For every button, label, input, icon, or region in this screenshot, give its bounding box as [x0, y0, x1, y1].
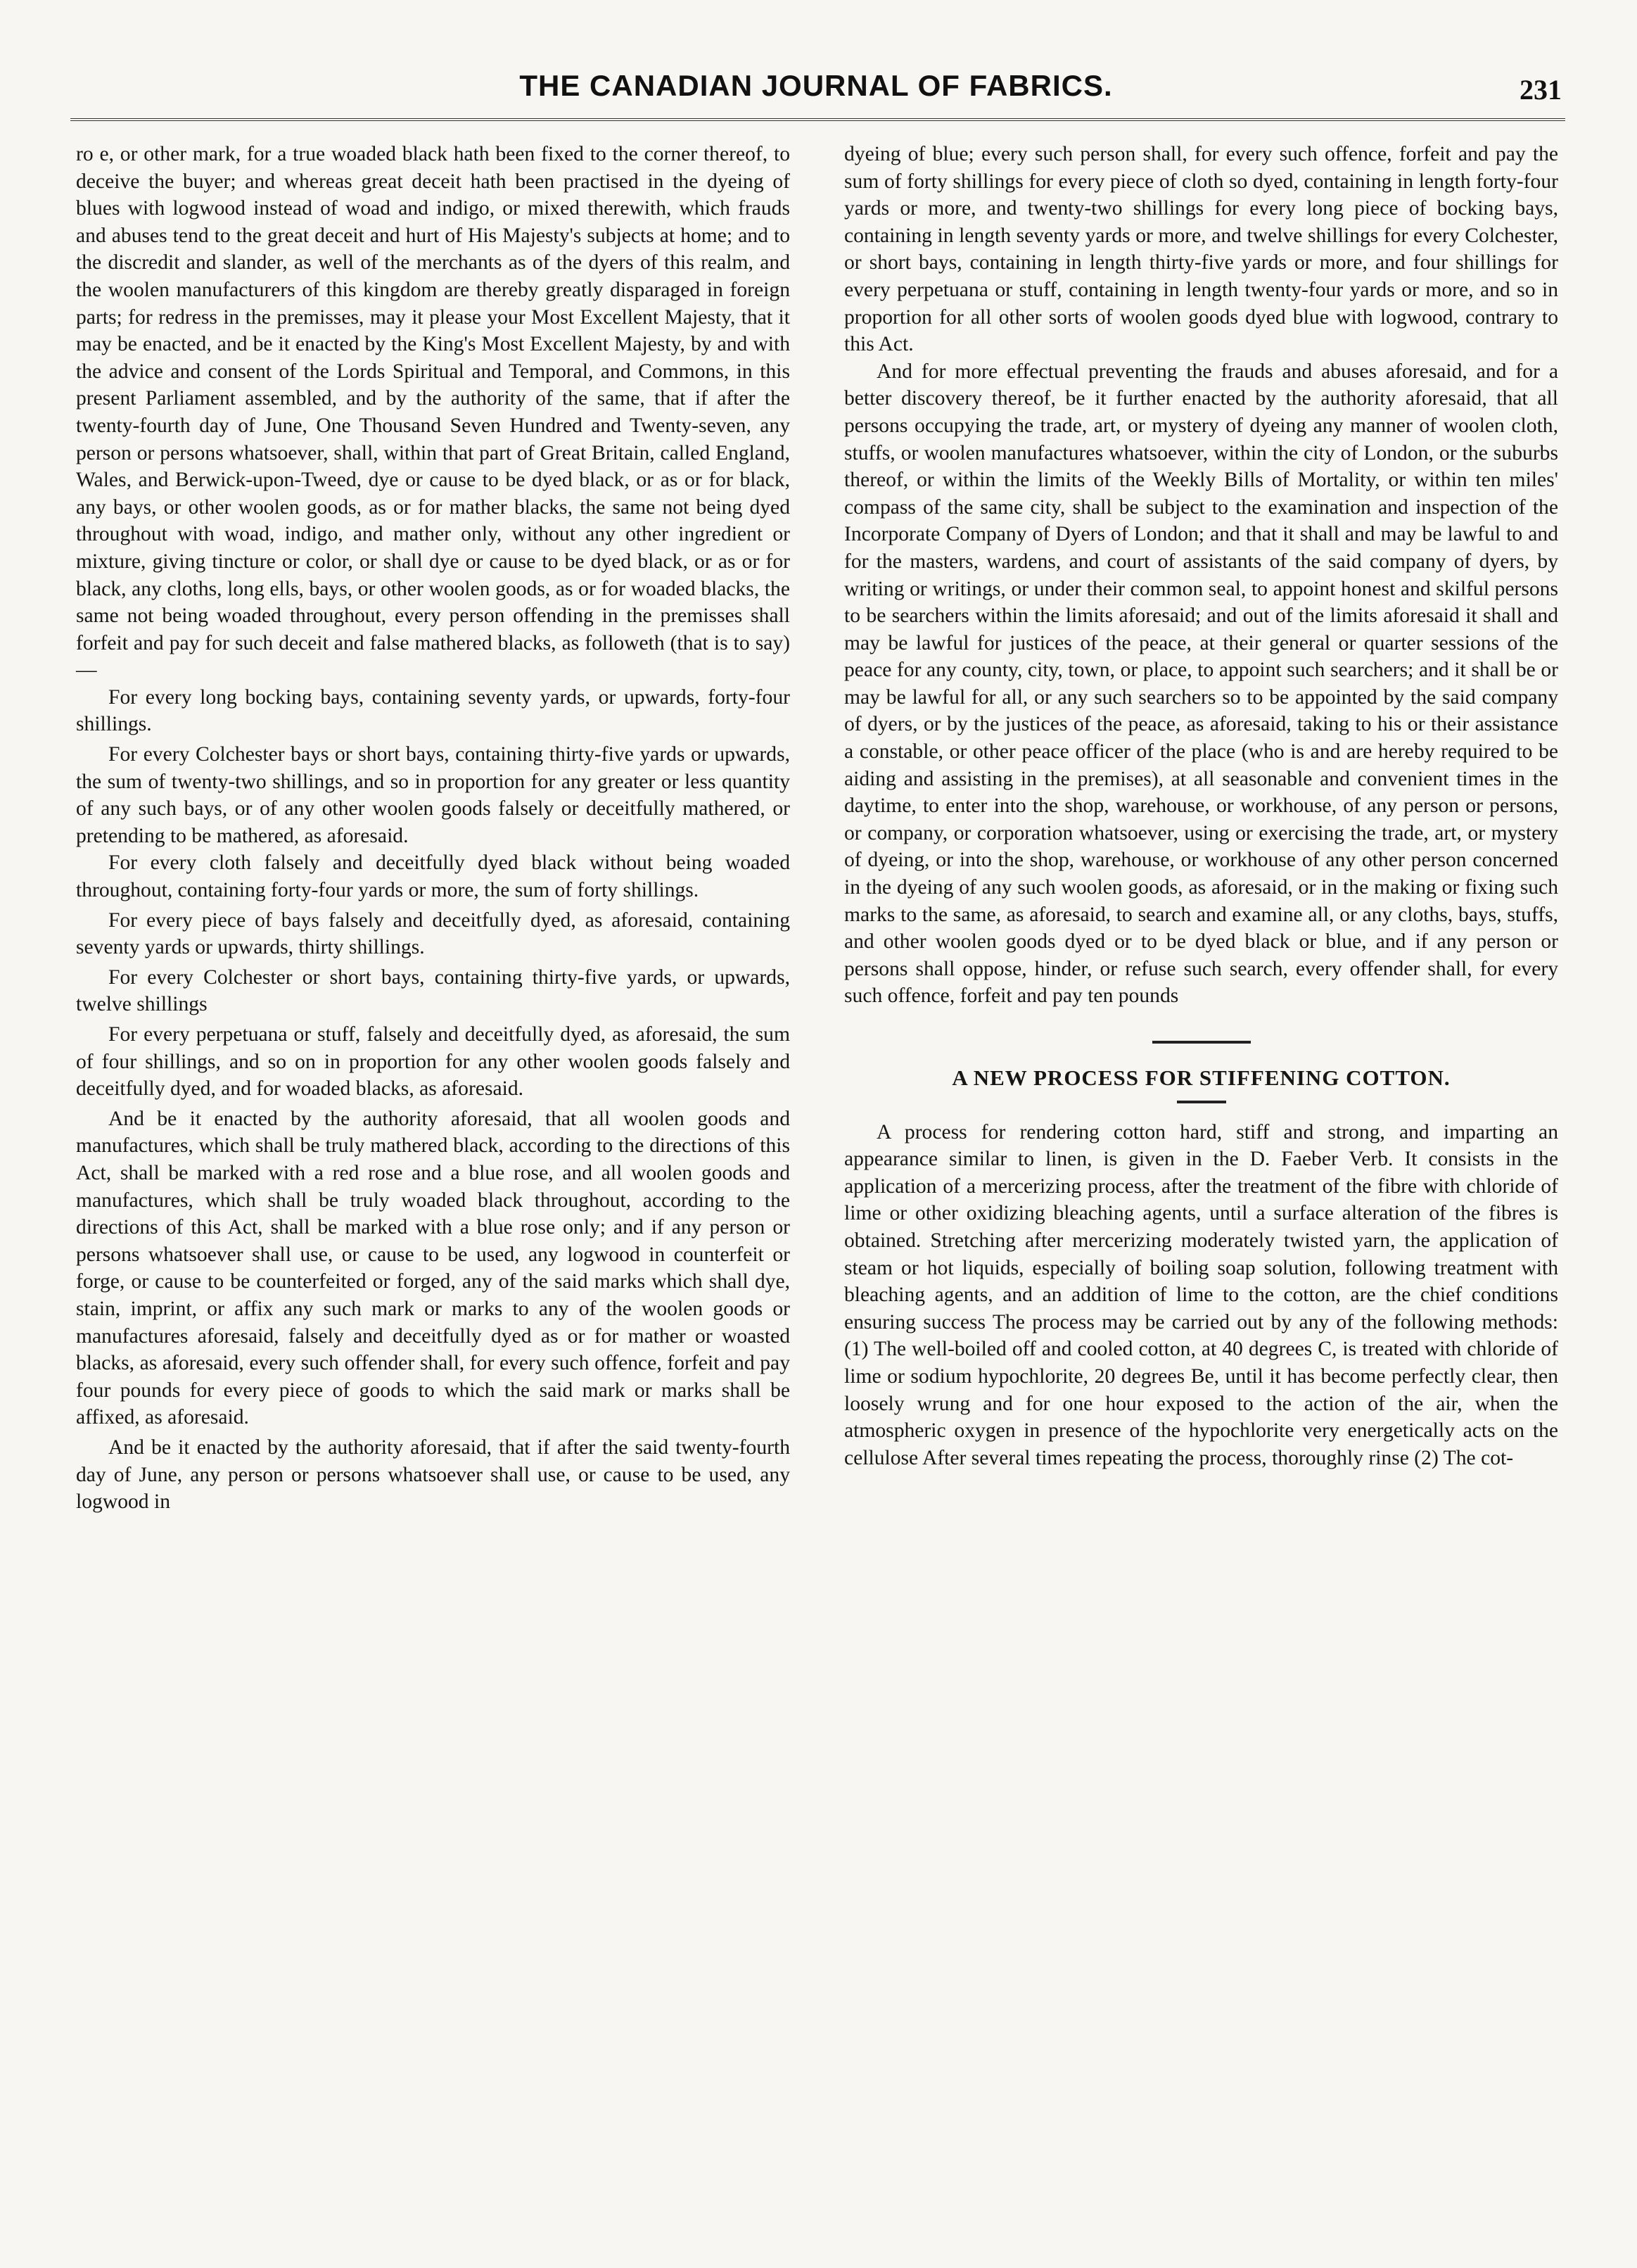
paragraph: ro e, or other mark, for a true woaded black hath been fixed to the corner thereof, to deceive the buyer; and whereas great deceit hath been practised in the dyeing of blues with logwood instead of woad and indigo, or mixed therewith, which frauds and abuses tend to the great deceit and hurt of His Majesty's subjects at home; and to the discredit and slander, as well of the merchants as of the dyers of this realm, and the woolen manufacturers of this kingdom are thereby greatly disparaged in foreign parts; for redress in the premisses, may it please your Most Excellent Majesty, that it may be enacted, and be it enacted by the King's Most Excellent Majesty, by and with the advice and consent of the Lords Spiritual and Temporal, and Commons, in this present Parliament assembled, and by the authority of the same, that if after the twenty-fourth day of June, One Thousand Seven Hundred and Twenty-seven, any person or persons whatsoever, shall, within that part of Great Britain, called England, Wales, and Berwick-upon-Tweed, dye or cause to be dyed black, or as or for black, any bays, or other woolen goods, as or for mather blacks, the same not being dyed throughout with woad, indigo, and mather only, without any other ingredient or mixture, giving tincture or color, or shall dye or cause to be dyed black, or as or for black, any cloths, long ells, bays, or other woolen goods, as or for woaded blacks, the same not being woaded throughout, every person offending in the premisses shall forfeit and pay for such deceit and false mathered blacks, as followeth (that is to say)—: [76, 143, 790, 682]
paragraph: For every piece of bays falsely and deceitfully dyed, as aforesaid, containing seventy yards or upwards, thirty shillings.: [76, 908, 790, 959]
section-divider: [1152, 1041, 1251, 1044]
article-body: A process for rendering cotton hard, stiff and strong, and imparting an appearance similar to linen, is given in the D. Faeber Verb. It consists in the application of a mercerizing process, after the treatment of the fibre with chloride of lime or other oxidizing bleaching agents, until a surface alteration of the fibres is obtained. Stretching after mercerizing moderately twisted yarn, the application of steam or hot liquids, especially of boiling soap solution, following treatment with bleaching agents, and an addition of lime to the cotton, are the chief conditions ensuring success The process may be carried out by any of the following methods: (1) The well-boiled off and cooled cotton, at 40 degrees C, is treated with chloride of lime or sodium hypochlorite, 20 degrees Be, until it has become perfectly clear, then loosely wrung and for one hour exposed to the action of the air, when the atmospheric oxygen in presence of the hypochlorite very energetically acts on the cellulose After several times repeating the process, thoroughly rinse (2) The cot-: [844, 1120, 1558, 1469]
paragraph: For every cloth falsely and deceitfully dyed black without being woaded throughout, containing forty-four yards or more, the sum of forty shillings.: [76, 851, 790, 902]
paragraph: And be it enacted by the authority aforesaid, that all woolen goods and manufactures, which shall be truly mathered black, according to the directions of this Act, shall be marked with a red rose and a blue rose, and all woolen goods and manufactures, which shall be truly woaded black throughout, according to the directions of this Act, shall be marked with a blue rose only; and if any person or persons whatsoever shall use, or cause to be used, any logwood in counterfeit or forge, or cause to be counterfeited or forged, any of the said marks which shall dye, stain, imprint, or affix any such mark or marks to any of the woolen goods or manufactures aforesaid, falsely and deceitfully dyed as or for mather or woasted blacks, as aforesaid, every such offender shall, for every such offence, forfeit and pay four pounds for every piece of goods to which the said mark or marks shall be affixed, as aforesaid.: [76, 1107, 790, 1429]
paragraph: For every Colchester bays or short bays, containing thirty-five yards or upwards, the sum of twenty-two shillings, and so in proportion for any greater or less quantity of any such bays, or of any other woolen goods falsely or deceitfully mathered, or pretending to be mathered, as aforesaid.: [76, 743, 790, 847]
right-column: [844, 141, 1558, 1471]
journal-title: THE CANADIAN JOURNAL OF FABRICS.: [519, 69, 1113, 102]
heading-underline: [1177, 1101, 1226, 1103]
page-number: 231: [1520, 74, 1562, 106]
header-rule: [70, 118, 1565, 121]
paragraph: For every long bocking bays, containing seventy yards, or upwards, forty-four shillings.: [76, 685, 790, 736]
paragraph: For every perpetuana or stuff, falsely and deceitfully dyed, as aforesaid, the sum of four shillings, and so on in proportion for any other woolen goods falsely and deceitfully dyed, and for woaded blacks, as aforesaid.: [76, 1023, 790, 1101]
paragraph: And be it enacted by the authority aforesaid, that if after the said twenty-fourth day of June, any person or persons whatsoever shall use, or cause to be used, any logwood in: [76, 1436, 790, 1514]
left-column: [76, 141, 790, 1516]
page-header: [70, 63, 1562, 113]
paragraph: And for more effectual preventing the frauds and abuses aforesaid, and for a better discovery thereof, be it further enacted by the authority aforesaid, that all persons occupying the trade, art, or mystery of dyeing any manner of woolen cloth, stuffs, or woolen manufactures whatsoever, within the city of London, or the suburbs thereof, or within the limits of the Weekly Bills of Mortality, or within ten miles' compass of the same city, shall be subject to the examination and inspection of the Incorporate Company of Dyers of London; and that it shall and may be lawful to and for the masters, wardens, and court of assistants of the said company of dyers, by writing or writings, or under their common seal, to appoint honest and skilful persons to be searchers within the limits aforesaid; and out of the limits aforesaid it shall and may be lawful for justices of the peace, at their general or quarter sessions of the peace for any county, city, town, or place, to appoint such searchers; and it shall be or may be lawful for all, or any such searchers so to be appointed by the said company of dyers, or by the justices of the peace, as aforesaid, taking to his or their assistance a constable, or other peace officer of the place (who is and are hereby required to be aiding and assisting in the premises), at all seasonable and convenient times in the daytime, to enter into the shop, warehouse, or workhouse, of any person or persons, or company, or corporation whatsoever, using or exercising the trade, art, or mystery of dyeing, or into the shop, warehouse, or workhouse of any other person concerned in the dyeing of any such woolen goods, as aforesaid, or in the making or fixing such marks to the same, as aforesaid, to search and examine all, or any cloths, bays, stuffs, and other woolen goods dyed or to be dyed black or blue, and if any person or persons shall oppose, hinder, or refuse such search, every offender shall, for every such offence, forfeit and pay ten pounds: [844, 360, 1558, 1008]
paragraph: For every Colchester or short bays, containing thirty-five yards, or upwards, twelve shillings: [76, 965, 790, 1016]
article-heading: A NEW PROCESS FOR STIFFENING COTTON.: [952, 1065, 1451, 1090]
paragraph: dyeing of blue; every such person shall, for every such offence, forfeit and pay the sum of forty shillings for every piece of cloth so dyed, containing in length forty-four yards or more, and twenty-two shillings for every long piece of bocking bays, containing in length seventy yards or more, and twelve shillings for every Colchester, or short bays, containing in length thirty-five yards or more, and four shillings for every perpetuana or stuff, containing in length twenty-four yards or more, and so in proportion for all other sorts of woolen goods dyed blue with logwood, contrary to this Act.: [844, 143, 1558, 356]
